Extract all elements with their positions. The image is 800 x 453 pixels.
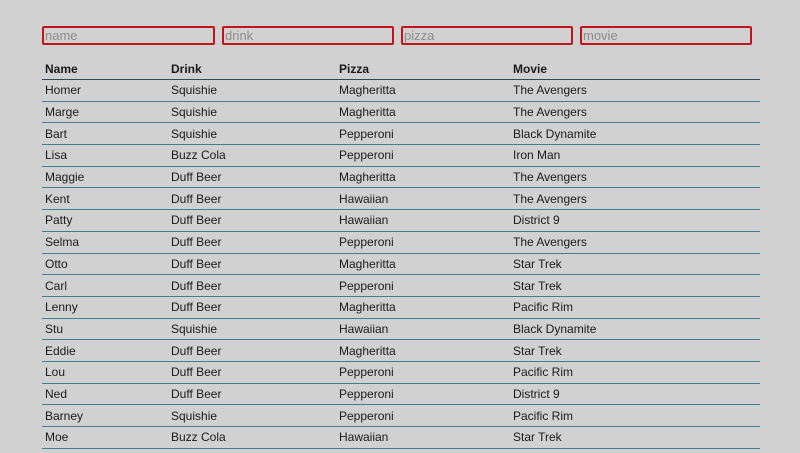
cell-movie: Star Trek	[510, 253, 760, 275]
cell-drink: Duff Beer	[168, 210, 336, 232]
cell-pizza: Pepperoni	[336, 405, 510, 427]
cell-drink: Duff Beer	[168, 231, 336, 253]
cell-movie: Pacific Rim	[510, 296, 760, 318]
cell-name: Lisa	[42, 145, 168, 167]
table-row	[42, 253, 760, 275]
table-row	[42, 188, 760, 210]
cell-drink: Buzz Cola	[168, 145, 336, 167]
cell-pizza: Magheritta	[336, 166, 510, 188]
cell-drink: Duff Beer	[168, 296, 336, 318]
column-header-name[interactable]: Name	[42, 58, 168, 80]
cell-pizza: Hawaiian	[336, 210, 510, 232]
cell-name: Lenny	[42, 296, 168, 318]
cell-name: Stu	[42, 318, 168, 340]
cell-pizza: Pepperoni	[336, 231, 510, 253]
cell-movie: The Avengers	[510, 166, 760, 188]
cell-name: Selma	[42, 231, 168, 253]
table-row	[42, 296, 760, 318]
cell-movie: Star Trek	[510, 427, 760, 449]
cell-pizza: Hawaiian	[336, 427, 510, 449]
cell-drink: Squishie	[168, 405, 336, 427]
cell-name: Ned	[42, 383, 168, 405]
cell-movie: Pacific Rim	[510, 405, 760, 427]
cell-pizza: Hawaiian	[336, 188, 510, 210]
column-header-pizza[interactable]: Pizza	[336, 58, 510, 80]
table-row	[42, 427, 760, 449]
cell-name: Homer	[42, 80, 168, 102]
table-header-row	[42, 58, 760, 80]
cell-drink: Squishie	[168, 80, 336, 102]
cell-movie: The Avengers	[510, 188, 760, 210]
cell-movie: Iron Man	[510, 145, 760, 167]
cell-name: Marge	[42, 101, 168, 123]
cell-movie: The Avengers	[510, 231, 760, 253]
cell-movie: Black Dynamite	[510, 318, 760, 340]
table-row	[42, 166, 760, 188]
cell-name: Maggie	[42, 166, 168, 188]
cell-pizza: Pepperoni	[336, 275, 510, 297]
cell-pizza: Magheritta	[336, 296, 510, 318]
cell-drink: Squishie	[168, 318, 336, 340]
cell-pizza: Pepperoni	[336, 145, 510, 167]
table-row	[42, 340, 760, 362]
drink-filter-input[interactable]	[222, 26, 394, 45]
table-row	[42, 231, 760, 253]
column-header-movie[interactable]: Movie	[510, 58, 760, 80]
table-row	[42, 145, 760, 167]
cell-pizza: Magheritta	[336, 80, 510, 102]
cell-name: Otto	[42, 253, 168, 275]
column-header-drink[interactable]: Drink	[168, 58, 336, 80]
cell-pizza: Magheritta	[336, 253, 510, 275]
cell-drink: Squishie	[168, 123, 336, 145]
movie-filter-input[interactable]	[580, 26, 752, 45]
table-row	[42, 405, 760, 427]
cell-movie: The Avengers	[510, 80, 760, 102]
cell-name: Lou	[42, 361, 168, 383]
cell-pizza: Pepperoni	[336, 361, 510, 383]
cell-name: Carl	[42, 275, 168, 297]
cell-movie: District 9	[510, 383, 760, 405]
cell-drink: Duff Beer	[168, 383, 336, 405]
cell-drink: Duff Beer	[168, 340, 336, 362]
cell-name: Barney	[42, 405, 168, 427]
cell-movie: Star Trek	[510, 340, 760, 362]
cell-drink: Duff Beer	[168, 188, 336, 210]
cell-drink: Duff Beer	[168, 275, 336, 297]
cell-pizza: Magheritta	[336, 101, 510, 123]
cell-name: Bart	[42, 123, 168, 145]
table-row	[42, 101, 760, 123]
cell-movie: Black Dynamite	[510, 123, 760, 145]
cell-drink: Duff Beer	[168, 166, 336, 188]
cell-drink: Squishie	[168, 101, 336, 123]
cell-movie: The Avengers	[510, 101, 760, 123]
cell-pizza: Pepperoni	[336, 123, 510, 145]
filter-bar	[42, 26, 756, 45]
cell-pizza: Pepperoni	[336, 383, 510, 405]
table-row	[42, 80, 760, 102]
table-body	[42, 80, 760, 449]
cell-name: Patty	[42, 210, 168, 232]
table-row	[42, 361, 760, 383]
cell-drink: Buzz Cola	[168, 427, 336, 449]
table-row	[42, 275, 760, 297]
cell-name: Kent	[42, 188, 168, 210]
table-row	[42, 383, 760, 405]
table-row	[42, 123, 760, 145]
cell-name: Eddie	[42, 340, 168, 362]
cell-drink: Duff Beer	[168, 361, 336, 383]
cell-drink: Duff Beer	[168, 253, 336, 275]
cell-movie: Pacific Rim	[510, 361, 760, 383]
pizza-filter-input[interactable]	[401, 26, 573, 45]
cell-movie: District 9	[510, 210, 760, 232]
data-table	[42, 58, 760, 449]
table-row	[42, 318, 760, 340]
cell-movie: Star Trek	[510, 275, 760, 297]
cell-pizza: Magheritta	[336, 340, 510, 362]
cell-name: Moe	[42, 427, 168, 449]
name-filter-input[interactable]	[42, 26, 215, 45]
cell-pizza: Hawaiian	[336, 318, 510, 340]
table-row	[42, 210, 760, 232]
